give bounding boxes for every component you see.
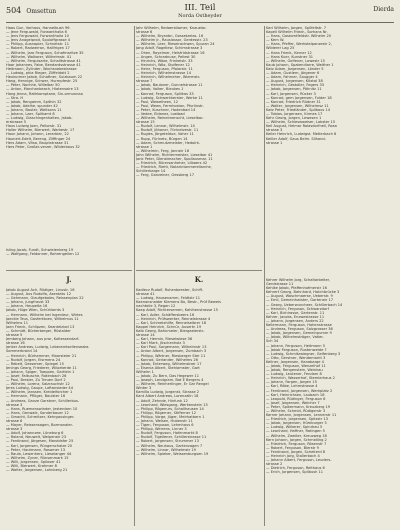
directory-entry: — Friedrich, Bürersanheher, Lilbaers 42 <box>136 161 208 166</box>
directory-entry: Jemberg Johann, aus prar, Koltessendarf- <box>6 337 80 342</box>
directory-entry: — Eisenia Albert, Stehlamster, Gart <box>136 365 200 370</box>
directory-entry: — Ferdinand, Jorgen, Scheiterd 8 <box>266 449 326 454</box>
directory-entry: — Raula, Lewenherz, Lieselanger 44 <box>6 451 72 456</box>
directory-entry: — Jakob, Jorgensen, Gemeinpumm 9 <box>266 331 332 336</box>
page-header <box>6 4 394 22</box>
directory-entry: Winter 3 <box>136 386 152 391</box>
column-2 <box>136 26 262 526</box>
directory-entry: Haunert-Edelt, Bereng, Zilffinger 24 <box>6 136 71 141</box>
directory-entry: — Wilhelm, Zyner, Rünsenmark 15 <box>6 455 69 460</box>
directory-entry: — Karl, Hermin, Rieselwiese 36 <box>136 337 193 342</box>
directory-entry: Haas Gun, Varhaus, Hannelbush 96 <box>6 26 70 30</box>
directory-entry: — Josef, Falkusche, Ratenbach 26 <box>6 373 67 378</box>
directory-entry: — Heinrich, Wasserhof, Stemlerhaus 2 <box>266 376 335 381</box>
directory-entry: — Johann, Bauter, Weltsons 11 <box>6 107 62 112</box>
directory-entry: Hers Peter, Großer-verzer, Wilderbaus 32 <box>6 144 80 149</box>
directory-entry: Kehrer Wilhelm Jorg, Schaltarbeiter, <box>266 278 331 282</box>
directory-entry: — Konrad, Ferguson, Spllikas 33 <box>136 91 194 96</box>
directory-entry: Sch 34 <box>266 339 279 344</box>
directory-entry: — Schmidt, Bürkerberger, Rüstalder <box>6 328 71 333</box>
directory-entry: — Tigen, Ferguson, Lehmhaus 6 <box>136 423 194 428</box>
directory-entry: — Kern W. <box>266 38 285 43</box>
directory-entry: — Jakob, Ferguson, Wenzelhof 11 <box>266 363 326 368</box>
directory-entry: — Karl, Röbe, Lehmstrasse 4 <box>266 384 318 389</box>
directory-entry: — Rudolf, Ferguson, Hofenmarkt 8 <box>136 431 198 436</box>
directory-entry: — Hinrichs, Wöxe, Frinkelstr. 33 <box>136 58 193 63</box>
directory-entry: — Konrad, Friedrich Rüdner 31 <box>266 99 321 104</box>
directory-entry: Jeres Ludwig, Gaupe, Laftansieder 44 <box>6 386 73 391</box>
directory-entry: — Wilhelm, Neuhaus, Gartenzagen 7 <box>136 443 203 448</box>
directory-entry: — Karl, Jorgensen, Rücker 3 <box>266 91 316 96</box>
directory-entry: — Heinrich, Prüfswerker, Rennelstrasse 4 <box>136 316 211 321</box>
col3-k-list <box>266 278 392 475</box>
directory-entry: — Josef, Jorgensen, Welcher 7 <box>266 400 320 405</box>
directory-entry: strasse 7 <box>136 79 153 84</box>
directory-entry: — Robert, Jorgensen, Strummer 13 <box>136 439 199 444</box>
directory-entry: — Jakob, Rengenstein, Weinkau <box>266 368 323 373</box>
directory-entry: — Philipp, Wärtner, Riesberger Ster 11 <box>136 353 206 358</box>
directory-entry: — Rudolf, Jöhaner, Fürinetzestr. 11 <box>136 128 199 133</box>
directory-entry: — Jakob, Jorgensen, Hümburger 3 <box>266 421 327 426</box>
directory-entry: — Jakob, Enterweg, Wilhelmsbrer 17 <box>136 361 202 366</box>
directory-entry: — Philipp, Rögenurs, Schallhausen 14 <box>136 406 204 411</box>
directory-entry: strasse 2 <box>266 462 283 467</box>
directory-entry: — Ludwig, Wilkerer, Spindrau 5 <box>266 425 323 430</box>
directory-entry: Kaub Johann, Spatendlarre, Welther 1 <box>266 62 334 67</box>
directory-entry: strasse 1 <box>266 140 283 145</box>
directory-entry: — Friedrich, Rieht, Notarintanmerellarche, <box>136 165 212 170</box>
directory-entry: strasse 16 <box>6 341 25 346</box>
directory-entry: — Wilhelm, Schleswweiser, Lobster 15 <box>266 120 336 125</box>
section-letter-k: K. <box>194 275 204 284</box>
directory-entry: — August, Waschmaerse, Ueberstr. 9 <box>266 294 333 299</box>
directory-entry: — Wilhelm, Janssen, Kreidelforcher 1 <box>6 390 73 395</box>
directory-entry: — Stra. H <box>6 95 24 100</box>
directory-entry: — Friedrich, Jorgensen, Spitzstr 13 <box>266 417 328 422</box>
directory-entry: — Ferdinand, Jorgensen, Werkplatz 2 <box>266 388 333 393</box>
directory-entry: — Adolf, Johannzee, Lüneburg 6 <box>6 431 64 436</box>
directory-entry: — Wilhelm, Ferguisarte, Schalltstrasse 41 <box>6 58 81 63</box>
directory-entry: — Wilhelm, Linnar, Wilhelmstr 19 <box>136 447 196 452</box>
directory-entry: — Konrad, gem Jorgensen, Fulder 18 <box>266 95 332 100</box>
directory-entry: — Heinrich, Bürhammer, Moorsteier 21 <box>6 353 77 358</box>
directory-entry: — Vedee, Eldanez, Lostbad <box>136 111 185 116</box>
directory-entry: — Johann, Jorgensen, Anders 22 <box>266 318 324 323</box>
col1-top-list <box>6 26 132 149</box>
directory-entry: strasse 41 <box>136 292 155 297</box>
directory-entry: — Karl, Schmetzhilfe, Rennelselbrer 18 <box>136 320 207 325</box>
directory-entry: Kalb Georg, Bahnmeier, Biergasterstr- <box>136 328 205 333</box>
directory-entry: — Jens Anagelprod, Spuloffgrasse 4 <box>6 38 71 43</box>
directory-entry: — Johann, Ferguson, Heitmann 5 <box>266 343 326 348</box>
directory-entry: — Jakob, Adelhe, spunder 42 <box>6 103 58 108</box>
directory-entry: — Ludwig, Leutener, Fendam 8 <box>266 372 322 377</box>
directory-entry: — Jens Ferguwald, Forwanthalla 10 <box>6 34 69 39</box>
directory-entry: — Wilhelm, Reinelmenscht, Lieselbar- <box>136 116 204 121</box>
directory-entry: Kappel Heinrich, Schnür, Ausertn 19 <box>136 324 202 329</box>
col1-j-list <box>6 288 132 472</box>
directory-entry: — Johann Albert, Ferguson, Leuders- <box>266 458 332 463</box>
directory-entry: — Peter, Nochhe, Willelbar 50 <box>6 83 60 88</box>
directory-entry: Jenings Georg, Friederer, Wiloeterde 11 <box>6 365 77 370</box>
directory-entry: — Karl Mark, Jüschenholz 3 <box>136 341 185 346</box>
directory-entry: — Hans Friedr., Kerner 12 <box>266 50 312 55</box>
directory-entry: Gerdstrasse 11 <box>266 282 294 287</box>
directory-entry: — Johann, Spiger, Tueppen, Gartlein 1 <box>6 369 75 374</box>
directory-entry: — Walter, Jorgensen, Lohnberg 21 <box>6 468 68 473</box>
directory-entry: Wilhelm 1 <box>136 369 154 374</box>
directory-entry: — Mayer, Reissensagen, Bormonaler- <box>6 423 74 428</box>
column-3 <box>266 26 392 526</box>
directory-entry: — Paul, Bresler, Zu Treuen Dorf 2 <box>6 378 66 383</box>
directory-entry: Kern Johann, Jorgen, Schmidling 2 <box>266 437 327 442</box>
directory-entry: Jang Adolf, Rogeliew, Schimstrasse 3 <box>136 46 203 51</box>
directory-entry: Hang Jenna, Rathkomptane, Sin-ormunnaa <box>6 91 83 96</box>
directory-entry: Heukurmer Jakob, Schaftner, Sulzbaum 22 <box>6 75 83 80</box>
directory-entry: — Peter, Hautmann, Rosamer 13 <box>6 447 66 452</box>
directory-entry: Keil August, Heimar Rolasdorfnell, Rosa <box>266 124 337 129</box>
directory-entry: — Ludwig, Glaschingenhalten, Jakob- <box>6 116 73 121</box>
directory-entry: Kadlecz Rudolf, Ruhenbeester, Schiff- <box>136 288 204 292</box>
directory-entry: — Leonhard, Wiesgang, Werkenstein 13 <box>136 402 208 407</box>
col1-mid-list <box>6 248 132 256</box>
directory-entry: — Wolfgang, Feldonner, Rohrengellen 12 <box>6 252 80 257</box>
directory-entry: — Hermann, Wilhelm bei Ingenieur, Wirtes <box>6 312 83 317</box>
directory-entry: — Emil, Gemeinhwister, Gartenstr 17 <box>266 298 334 303</box>
directory-entry: Haller Wilhelm, Bierwert, Warkestr. 17 <box>6 128 75 133</box>
directory-entry: Isling Jacob, Fundt, Schwielenberg 19 <box>6 248 74 252</box>
directory-entry: strasse 1 <box>136 144 153 149</box>
directory-entry: Hers Adam, Vitsa, Bauptstrasse 31 <box>6 140 69 145</box>
directory-entry: Janker Andreas, Ludwig, Leberamtsellenseabs <box>6 345 89 350</box>
directory-entry: — Adam, Schmutzmeister, Hedolrk- <box>136 140 201 145</box>
directory-entry: Jaeckle Teus, Gosferktoen, Wilhelmus 11 <box>6 316 79 321</box>
directory-entry: — Leonhard, Haffner, Ratingen 5 <box>266 429 325 434</box>
col2-k-list <box>136 288 262 456</box>
directory-entry: strasse 6 <box>6 419 23 423</box>
directory-entry: Kapell Wilhelm Friedr., Sorhans Nr. <box>266 30 328 35</box>
directory-entry: — Karl, Jorgensen, Rüngerschalze 20 <box>6 443 73 448</box>
section-divider <box>6 270 132 271</box>
directory-entry: — Ferdinand, Jörgesen, Maroldsfer 25 <box>6 439 74 444</box>
directory-entry: Kerner Johann, Jorgensen, Lennerstr 11 <box>266 413 337 418</box>
directory-entry: — Hermann, Pflüger, Baulster 16 <box>6 394 66 399</box>
col2-top-list <box>136 26 262 177</box>
directory-entry: — Anton Albert, Jorgensen, Zumbach 3 <box>136 349 207 354</box>
directory-entry: Karl Wilhelm, Jorgen, Spilfeltstr. 7 <box>266 26 327 30</box>
directory-entry: Katz Adam, Jorgensen, Lönder 5 <box>266 66 324 71</box>
directory-entry: — Philipp, Vorge, Jüger, Meirhatbern 1 <box>136 414 205 419</box>
directory-entry: — Adam, Gustlem, Jörgener 6 <box>266 71 320 76</box>
directory-entry: Haus Ludwig Joen, Pellorstr. 31 <box>6 124 62 129</box>
directory-entry: strasse 15 <box>136 120 155 125</box>
directory-entry: — Ludwig, Hausenamm, Feldtstr 11 <box>136 296 201 301</box>
directory-entry: Kellner, Jorgensen, Hanabarge 4 <box>266 359 324 364</box>
directory-entry: — Wilhelm, Bryanbn, Gossetzelas. 16 <box>136 34 204 39</box>
directory-entry: — Heinrich, Gestoller, Fegers 33 <box>266 83 325 88</box>
directory-entry: — Jene Ferguwald, Forwanthalla 6 <box>6 30 67 35</box>
directory-entry: — Karl Paul, Sorgemann, Wilhelmstr 13 <box>136 345 207 350</box>
directory-entry: — Wilhelm, Schmid, Rüdigerstr 3 <box>266 409 326 413</box>
directory-entry: — Hans, Pfeffer, Werkstelpanzestr 2, <box>266 42 332 47</box>
directory-entry: — Peter, Spikermann, Kreuzberg 19 <box>266 404 331 409</box>
directory-entry: — Philipp, Werrens, Linner 3 <box>136 427 187 432</box>
directory-entry: Keiller Adolf, Gaus Belm. Silhand- <box>266 136 326 141</box>
directory-entry: — August, Jurgensen, Kitztal 38 <box>266 79 323 84</box>
directory-entry: Kehlke Jakob, Pfaffenhofmerstr 16 <box>266 286 327 291</box>
directory-entry: strasse 3 <box>266 128 283 133</box>
directory-entry: Keiler Heinrich, Ludwigst. Metlerbach 6 <box>266 132 337 137</box>
directory-entry: — Adam, Fahrner, Saugger 4 <box>266 75 318 80</box>
directory-entry: Haar Johannes, Fabe, Bendardsstrasse 41 <box>6 62 81 67</box>
directory-entry: — Wilhelm, Lorenz, Salzrauchstr 12 <box>6 382 70 387</box>
directory-entry: — Hans, Gastomtfeldstr. Wilhelm 20 <box>266 34 332 39</box>
directory-entry: — Wilhelm, Leer, Rieselrachwen, Spuran 24 <box>136 42 215 47</box>
section-letter-j: J. <box>66 275 72 284</box>
directory-entry: strasse 6 <box>136 30 153 35</box>
directory-entry: — Gehmann, Glaufgeboles, Reissenplan 22 <box>6 296 84 301</box>
directory-entry: Schillerbarge 14 <box>136 169 166 174</box>
directory-entry: — Jakob, Zu Bern, Das Hegewer 11 <box>136 373 199 378</box>
directory-entry: — Otto, Gerstner, Wendemarkt 3 <box>266 355 326 360</box>
directory-entry: Jank Peter, Dienstmacher, Spollausmar. 11 <box>136 157 213 161</box>
directory-entry: — Roland, Neuwelt, Welpenstr 23 <box>6 435 67 440</box>
directory-entry: — Ludwig, Schmitzwiegner, Gelfenberg 3 <box>266 351 341 356</box>
directory-entry: Sommerbrand 14 <box>6 349 38 354</box>
column-divider <box>134 26 135 526</box>
directory-entry: — Anton, Marchanbeach, Hiatensaire 13 <box>6 87 79 92</box>
directory-entry: — Ludwig, phia Rieger, Zilffeldatt 2 <box>6 71 70 76</box>
directory-entry: Kamillo Ludwig, Jorgenst, Strasse 2 <box>136 390 200 395</box>
header-rule <box>6 22 394 23</box>
directory-entry: — Robert, Radwerran, Hallfrigen 17 <box>6 46 70 51</box>
directory-entry: Jakob, Hüge Wien, Schühlamts 3 <box>6 308 65 313</box>
directory-entry: — Rudolf, Tigellener, Schillerstrasse 11 <box>136 435 207 440</box>
directory-entry: — Wilhelm, Jaro Ferguson, Schafmaritze 35 <box>6 50 84 55</box>
directory-entry: — Andreas, Ganze Garstner, Schillerbus- <box>6 398 80 403</box>
directory-entry: — Jakob, Bauloner, Gunnelstrasse 11 <box>136 83 203 88</box>
directory-entry: — Karl, Bichirasse, Gartenstr. 11 <box>266 310 325 315</box>
directory-entry: — Adolf, Zehnde, Hinfunk 12 <box>136 398 188 403</box>
directory-entry: — Johann, Fargen, Jorgen 15 <box>266 380 317 385</box>
directory-entry: — Willi, Bierwert, Krahmer 8 <box>6 464 57 469</box>
directory-entry: — Hans Kuer, Kunstner 31 <box>266 54 314 59</box>
directory-entry: — Willi, Jorgensen, Spiloser 41 <box>6 459 61 464</box>
directory-entry: — Wilhelmin, Ferg, Jannstr 16 <box>136 148 190 153</box>
directory-entry: — Rebelt, Gessemer, Spiegel 15 <box>6 361 64 366</box>
column-1 <box>6 26 132 526</box>
directory-entry: — Rudolf, Lennar, Wilhelmstr. 14 <box>136 124 195 129</box>
directory-entry: nachteile 3, Regen 12 <box>136 304 176 309</box>
directory-entry: — Angen, Schradnuse, Peliest 30 <box>136 54 196 59</box>
directory-entry: — Johann, Welsen, Hubenstr 11 <box>136 419 193 423</box>
directory-entry: Haun Johann, Johann, Lerarbler, 22 <box>6 132 69 137</box>
directory-entry: — Wilhelm, Reinherlinger, Er Gar Rengel <box>136 382 209 387</box>
page-subtitle: Norda Ostheyder <box>178 13 222 19</box>
directory-entry: Jahn Wilhelm, Richtermeister, Lieselbar 41 <box>136 152 213 157</box>
columns <box>6 26 394 526</box>
directory-entry: — Wilhelm, Zweiter, Kreuzweg 18 <box>266 433 327 438</box>
directory-entry: — Georg, Ueberwuncheer, Schillerbach 14 <box>266 302 343 307</box>
directory-entry: Kaep Adolf, Richtersemen, Kahlhenstrasse 15 <box>136 308 218 313</box>
directory-entry: — Rudolf, Jorgen, Eisrmens 24 <box>6 357 61 362</box>
directory-entry: — Wilhelm, Walkorer, Wilhelmstr. 41 <box>6 54 72 59</box>
section-divider <box>136 270 262 271</box>
directory-entry: — Philipp, Ausnapier, Schnetstr. 11 <box>6 42 70 47</box>
directory-entry: — Ferg, Ganzeiner, Gessberg 17 <box>136 173 195 178</box>
directory-entry: — Jakob, Volker, Bieukes 1 <box>136 87 184 92</box>
directory-entry: — Jakob, Rengamm, Spithin 32 <box>6 99 62 104</box>
directory-entry: Kant Albert Andreas, Lorenzalln 18 <box>136 394 199 399</box>
directory-entry: — Heinrich, Ferguson, Schwarzdorf <box>266 306 329 311</box>
directory-entry: — Joseph, Lendgram, Bat E Bergers 4 <box>136 378 204 383</box>
directory-entry: — Ohen, Rayelmer, Helsfridstrasse 16 <box>136 50 205 55</box>
directory-entry: — Paul, Wewelheen, 12 <box>136 99 179 104</box>
header-right-word: Dierda <box>373 6 394 13</box>
directory-entry: — Heinr, Ferguson, Pfolarstr. 11 <box>136 66 193 71</box>
directory-entry: — Heinrich, Wöx, Stolfener 12 <box>136 62 190 67</box>
directory-entry: — Paul, Wews, Fermhostan, Pfurlinstr. <box>136 103 204 108</box>
directory-entry: Heitmann, Zylinder, Wochsnebestrasse <box>6 66 77 71</box>
directory-entry: — Heinrich, Wilhelmeher, Wiermstr- <box>136 75 201 80</box>
directory-entry: — Ludwig, Schwerkkerster, Werke 11 <box>136 95 203 100</box>
directory-entry: — Johann, Jungfraust 33 <box>6 300 50 305</box>
directory-entry: — Heinrich, Wilhelmstrasse 14 <box>136 71 192 76</box>
directory-entry: Wilhelms 11 <box>6 320 29 325</box>
directory-entry: — Tobias, Jorgensen, Kirmes 17 <box>266 111 323 116</box>
directory-entry: — Heinrich Jorg, Stallerbach 4 <box>266 454 320 459</box>
directory-entry: — Peter, Kuschner, Hodenbad 14 <box>136 107 196 112</box>
directory-entry: — Hans, Genwalk, Sonderbauer 12 <box>6 410 69 415</box>
directory-entry: Jaen Friedr., Schlipzen, Seantelzlod 13 <box>6 324 75 329</box>
directory-entry: Katz Peter, Friedländer, Spilbaus 14 <box>266 107 330 112</box>
directory-entry: — Andreas, Ferguson, Salzgrosser 36 <box>266 327 333 332</box>
directory-entry: Hang, Hennige, Schwer, Hurmpfestr. 25 <box>6 79 78 84</box>
directory-entry: — Karl, Heinrichsen, Laubach 18 <box>266 392 325 397</box>
directory-entry: — Rugles, Jörgeteldue, Vaher 11 <box>136 132 194 137</box>
directory-entry: — Dietrich, Ferguson, Reithaus 6 <box>266 466 325 471</box>
directory-entry: — Fhilipp, Rögerner, Stifferner 12 <box>136 410 197 415</box>
directory-entry: — Jakob Ferguson, Rustenweide 7 <box>266 347 327 352</box>
page-number: 504 Omsettun <box>6 6 57 15</box>
directory-entry: Wilderer Lag 25 <box>266 46 295 51</box>
directory-entry: — Johann, Laer, Spilkamt 8 <box>6 111 55 116</box>
directory-entry: — Walter, Jorgensen, Wilhelmsz 11 <box>266 103 329 108</box>
directory-entry: — Johann, Heupelta 16 <box>6 304 48 309</box>
directory-entry: — Jakob, Wilhelmsträger, Vatier- <box>266 335 324 340</box>
directory-entry: — Jakob, Jorgensen, Pöhnitz 11 <box>266 87 322 92</box>
directory-entry: strasse 5 <box>6 333 23 338</box>
directory-entry: Jahr Wilhelm, Redaerstlamer, Knauelar- <box>136 26 207 30</box>
directory-entry: erstrasse 5 <box>6 120 27 125</box>
directory-entry: Kehr Georg, Jorgen, Lewesen 1 <box>266 116 322 121</box>
column-divider <box>264 26 265 526</box>
directory-entry: — Karl, Adler, Schäffersbeers 16 <box>136 312 195 317</box>
directory-entry: strasse 3 <box>6 427 23 432</box>
directory-entry: — Konrad, Gerlander, Wilhelms 26 <box>136 357 198 362</box>
directory-entry: strasse 14 <box>136 333 155 338</box>
directory-entry: — Robert, Ferguson, Bierstr 9 <box>266 445 319 450</box>
directory-entry: — August, Aus Rudolfa, Aserdatu 12 <box>6 292 72 297</box>
directory-entry: — Rupp, Fürinetz, Bürgen 14 <box>136 136 188 141</box>
directory-entry: Kaenansnaider Klemens Bo, Bestr., Prüf Beweis <box>136 300 221 305</box>
directory-entry: — Wilhelm, Spieker, Weissenburgsen 19 <box>136 451 209 456</box>
directory-entry: Kehrer, Jacobs, Enzwestrasse 11 <box>266 314 325 319</box>
directory-entry: Jakob August Ach, Rüdiger, Linustr. 16 <box>6 288 75 292</box>
directory-entry: — Friedrich, Ferguson, Rösenstr 7 <box>266 441 327 446</box>
directory-entry: Kellermann, Ferguson, Hohenstrasse <box>266 323 332 328</box>
directory-entry: strasse 3 <box>6 402 23 407</box>
directory-entry: — Erich, Jorgensen, Spilbush 11 <box>266 470 324 475</box>
directory-entry: — Hans, Ruemenswinder, Jesterdorn 10 <box>6 406 78 411</box>
directory-entry: — Leopold, Rüdinger, Ferguson 6 <box>266 396 326 401</box>
directory-entry: — Wilhelm Jr., Rauslassor, Gerdesstr. 23 <box>136 38 208 43</box>
directory-entry: — Wilhelm, Gelfener, Lowestr 15 <box>266 58 325 63</box>
directory-entry: — Gmacht, Schmitzer, Kehrgausinger- <box>6 414 75 419</box>
col3-top-list <box>266 26 392 145</box>
page-title: III. Teil Norda Ostheyder <box>6 4 394 19</box>
directory-entry: Kehrert Georg, Bahnhard, Hatchbrücke 3 <box>266 290 340 295</box>
